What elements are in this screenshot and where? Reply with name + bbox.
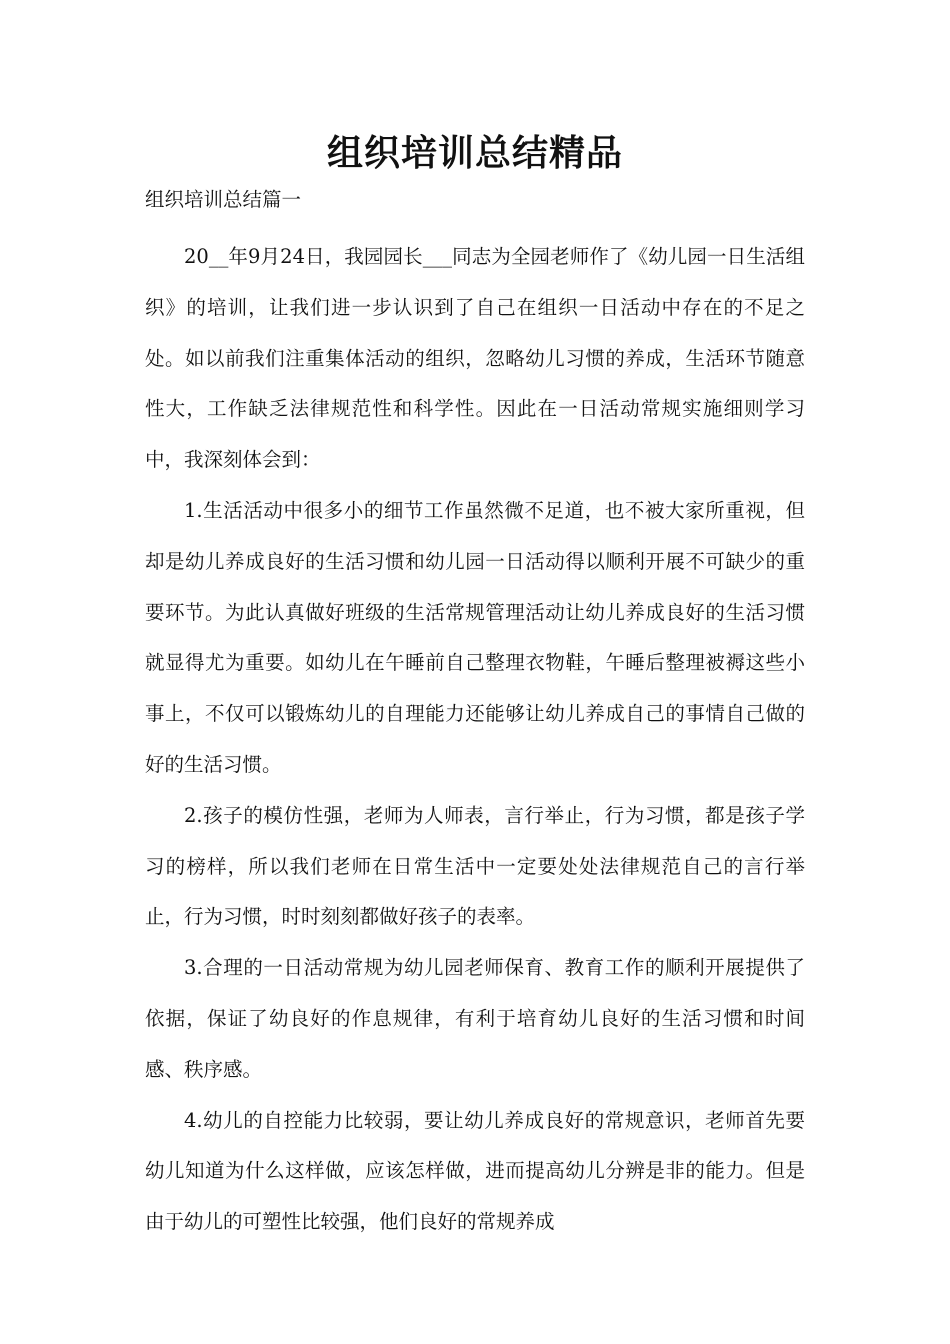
section-heading: 组织培训总结篇一 xyxy=(145,188,302,211)
paragraph-point-3: 3.合理的一日活动常规为幼儿园老师保育、教育工作的顺利开展提供了依据，保证了幼良好的作息规律，有利于培育幼儿良好的生活习惯和时间感、秩序感。 xyxy=(145,956,805,1081)
paragraph-point-4: 4.幼儿的自控能力比较弱，要让幼儿养成良好的常规意识，老师首先要幼儿知道为什么这样做，应该怎样做，进而提高幼儿分辨是非的能力。但是由于幼儿的可塑性比较强，他们良好的常规养成 xyxy=(145,1108,805,1234)
paragraph-point-2: 2.孩子的模仿性强，老师为人师表，言行举止，行为习惯，都是孩子学习的榜样，所以我们老师在日常生活中一定要处处法律规范自己的言行举止，行为习惯，时时刻刻都做好孩子的表率。 xyxy=(145,803,805,929)
paragraph-point-1: 1.生活活动中很多小的细节工作虽然微不足道，也不被大家所重视，但却是幼儿养成良好的生活习惯和幼儿园一日活动得以顺利开展不可缺少的重要环节。为此认真做好班级的生活常规管理活动让幼儿养成良好的生活习惯就显得尤为重要。如幼儿在午睡前自己整理衣物鞋，午睡后整理被褥这些小事上，不仅可以锻炼幼儿的自理能力还能够让幼儿养成自己的事情自己做的好的生活习惯。 xyxy=(145,498,805,776)
document-title: 组织培训总结精品 xyxy=(326,132,623,174)
document-body xyxy=(145,232,805,1248)
paragraph-intro: 20__年9月24日，我园园长___同志为全园老师作了《幼儿园一日生活组织》的培训，让我们进一步认识到了自己在组织一日活动中存在的不足之处。如以前我们注重集体活动的组织，忽略幼儿习惯的养成，生活环节随意性大，工作缺乏法律规范性和科学性。因此在一日活动常规实施细则学习中，我深刻体会到： xyxy=(145,245,805,472)
